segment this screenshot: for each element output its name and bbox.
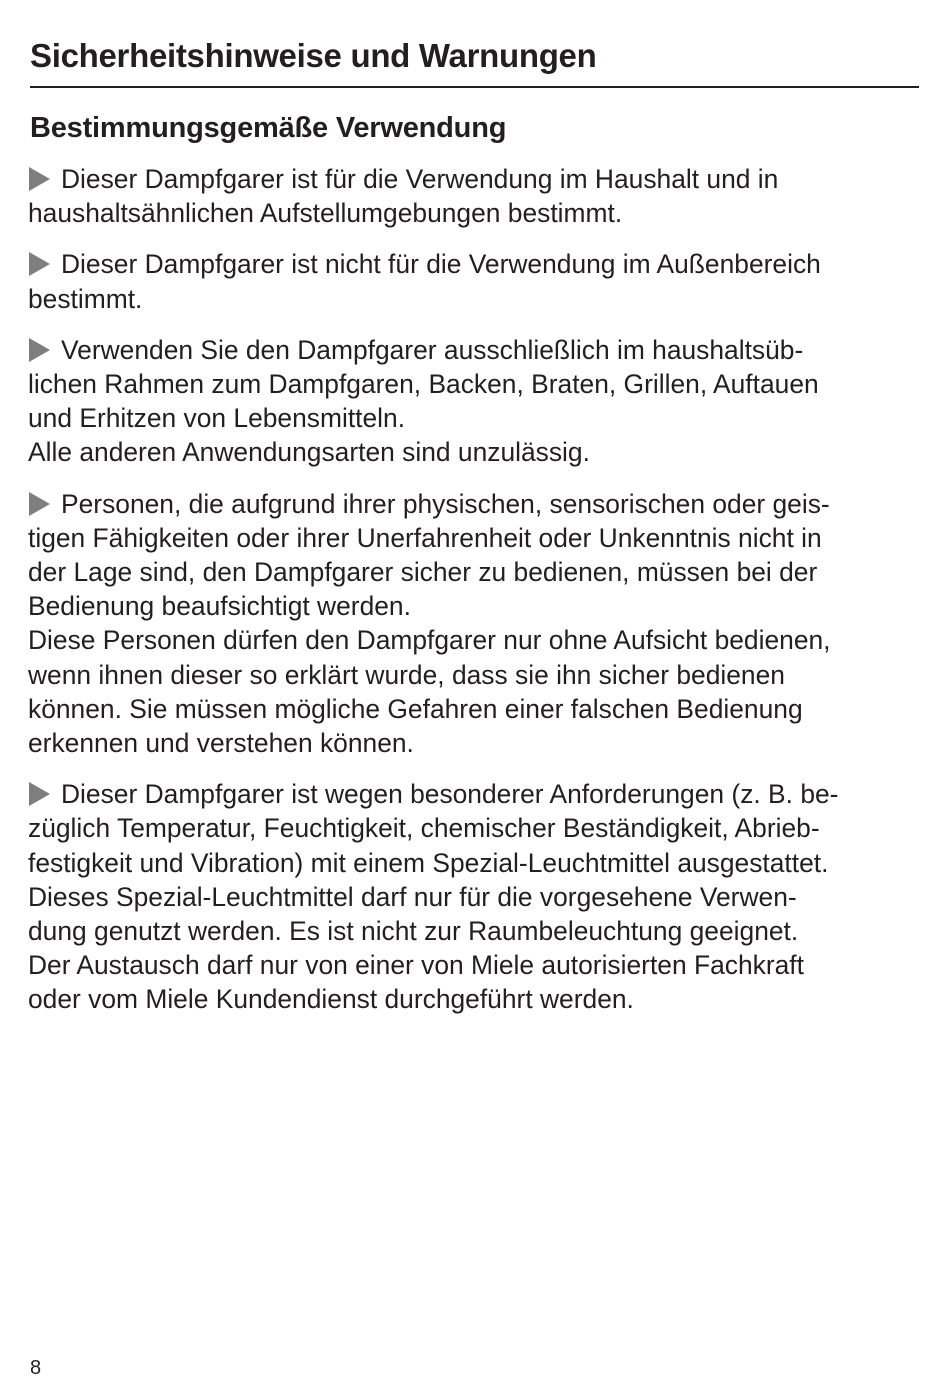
- text-line: und Erhitzen von Lebensmitteln.: [28, 403, 406, 434]
- text-line: erkennen und verstehen können.: [28, 728, 414, 759]
- text-line: wenn ihnen dieser so erklärt wurde, dass sie ihn sicher bedienen: [28, 659, 785, 690]
- text-line: Bedienung beaufsichtigt werden.: [28, 591, 411, 622]
- section-title: Bestimmungsgemäße Verwendung: [30, 112, 507, 144]
- instruction-item: [28, 777, 923, 1016]
- text-line: Diese Personen dürfen den Dampfgarer nur ohne Aufsicht bedienen,: [28, 625, 831, 656]
- text-line: lichen Rahmen zum Dampfgaren, Backen, Braten, Grillen, Auftauen: [28, 369, 819, 400]
- instruction-list: [28, 162, 923, 1034]
- arrow-right-icon: [29, 338, 50, 362]
- text-line: züglich Temperatur, Feuchtigkeit, chemischer Beständigkeit, Abrieb-: [28, 813, 820, 844]
- instruction-item: [28, 247, 923, 315]
- text-line: Personen, die aufgrund ihrer physischen, sensorischen oder geis-: [28, 487, 923, 521]
- arrow-right-icon: [29, 252, 50, 276]
- text-line: haushaltsähnlichen Aufstellumgebungen bestimmt.: [28, 198, 623, 229]
- instruction-item: [28, 333, 923, 470]
- instruction-item: [28, 162, 923, 230]
- instruction-item: [28, 487, 923, 761]
- text-line: Dieser Dampfgarer ist nicht für die Verwendung im Außenbereich: [28, 247, 923, 281]
- text-line: Dieser Dampfgarer ist für die Verwendung im Haushalt und in: [28, 162, 923, 196]
- arrow-right-icon: [29, 782, 50, 806]
- text-line: Dieses Spezial-Leuchtmittel darf nur für die vorgesehene Verwen-: [28, 881, 797, 912]
- text-line: Der Austausch darf nur von einer von Miele autorisierten Fachkraft: [28, 950, 804, 981]
- text-line: bestimmt.: [28, 283, 143, 314]
- text-line: festigkeit und Vibration) mit einem Spezial-Leuchtmittel ausgestattet.: [28, 847, 829, 878]
- page-header: [30, 36, 919, 88]
- arrow-right-icon: [29, 492, 50, 516]
- text-line: oder vom Miele Kundendienst durchgeführt werden.: [28, 984, 634, 1015]
- text-line: Alle anderen Anwendungsarten sind unzulässig.: [28, 437, 590, 468]
- page-number: 8: [30, 1357, 42, 1379]
- arrow-right-icon: [29, 167, 50, 191]
- text-line: können. Sie müssen mögliche Gefahren einer falschen Bedienung: [28, 693, 803, 724]
- text-line: Dieser Dampfgarer ist wegen besonderer Anforderungen (z. B. be-: [28, 777, 923, 811]
- page-title: Sicherheitshinweise und Warnungen: [30, 37, 597, 74]
- text-line: dung genutzt werden. Es ist nicht zur Raumbeleuchtung geeignet.: [28, 916, 799, 947]
- text-line: der Lage sind, den Dampfgarer sicher zu bedienen, müssen bei der: [28, 557, 818, 588]
- text-line: tigen Fähigkeiten oder ihrer Unerfahrenheit oder Unkenntnis nicht in: [28, 522, 822, 553]
- text-line: Verwenden Sie den Dampfgarer ausschließlich im haushaltsüb-: [28, 333, 923, 367]
